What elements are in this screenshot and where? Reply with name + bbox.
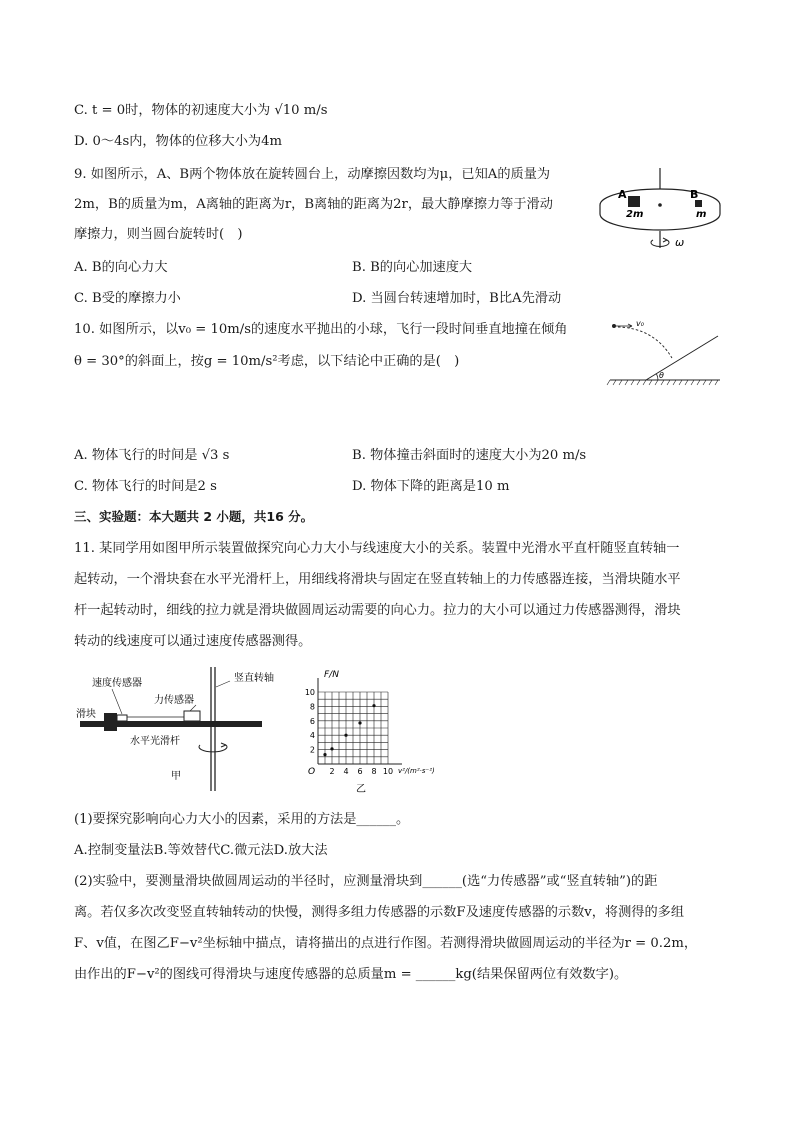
q10-option-d: D. 物体下降的距离是10 m bbox=[352, 479, 510, 494]
origin-label: O bbox=[308, 767, 316, 777]
block-a bbox=[628, 196, 640, 207]
q9-option-d: D. 当圆台转速增加时，B比A先滑动 bbox=[352, 291, 562, 306]
force-sensor bbox=[184, 711, 200, 721]
q11-stem-line2: 起转动，一个滑块套在水平光滑杆上，用细线将滑块与固定在竖直转轴上的力传感器连接，当滑块随水平 bbox=[74, 572, 681, 587]
q11-part1: (1)要探究影响向心力大小的因素，采用的方法是______。 bbox=[74, 812, 410, 827]
q10-option-c: C. 物体飞行的时间是2 s bbox=[74, 479, 217, 494]
y-tick-label: 10 bbox=[304, 688, 315, 697]
data-point bbox=[330, 747, 333, 750]
f-v2-chart bbox=[290, 664, 460, 796]
q11-part2-line1: (2)实验中，要测量滑块做圆周运动的半径时，应测量滑块到______(选“力传感器”或“竖直转轴”)的距 bbox=[74, 874, 658, 889]
slider-block bbox=[104, 713, 117, 731]
q9-stem-line3: 摩擦力，则当圆台旋转时( ) bbox=[74, 227, 243, 242]
q11-part1-options: A.控制变量法B.等效替代C.微元法D.放大法 bbox=[74, 843, 328, 858]
q10-stem-line1: 10. 如图所示，以v₀ = 10m/s的速度水平抛出的小球，飞行一段时间垂直地撞在倾角 bbox=[74, 322, 568, 337]
x-tick-label: 8 bbox=[371, 767, 377, 776]
y-tick-label: 4 bbox=[309, 731, 315, 741]
label-theta: θ bbox=[659, 371, 664, 380]
q11-stem-line4: 转动的线速度可以通过速度传感器测得。 bbox=[74, 634, 312, 649]
caption-jia: 甲 bbox=[171, 771, 181, 782]
label-slider: 滑块 bbox=[76, 709, 96, 720]
label-2m: 2m bbox=[626, 209, 644, 220]
caption-yi: 乙 bbox=[356, 784, 366, 795]
label-v0: v₀ bbox=[636, 319, 644, 328]
q10-option-b: B. 物体撞击斜面时的速度大小为20 m/s bbox=[352, 448, 587, 463]
label-omega: ω bbox=[675, 236, 685, 249]
ground-hatching bbox=[607, 380, 718, 385]
q9-option-a: A. B的向心力大 bbox=[74, 260, 168, 275]
speed-sensor bbox=[117, 715, 127, 721]
section-heading: 三、实验题：本大题共 2 小题，共16 分。 bbox=[74, 509, 314, 524]
q11-stem-line3: 杆一起转动时，细线的拉力就是滑块做圆周运动需要的向心力。拉力的大小可以通过力传感器测得，滑块 bbox=[74, 603, 681, 618]
data-point bbox=[344, 734, 347, 737]
y-tick-label: 2 bbox=[309, 745, 315, 755]
ball bbox=[612, 324, 616, 328]
label-b: B bbox=[690, 188, 699, 201]
q10-option-a: A. 物体飞行的时间是 √3 s bbox=[74, 448, 230, 463]
q11-part2-line2: 离。若仅多次改变竖直转轴转动的快慢，测得多组力传感器的示数F及速度传感器的示数v，将测得的多组 bbox=[74, 905, 685, 920]
label-m: m bbox=[696, 209, 707, 220]
q9-option-c: C. B受的摩擦力小 bbox=[74, 291, 181, 306]
incline bbox=[646, 336, 718, 380]
y-tick-label: 8 bbox=[309, 702, 315, 712]
q11-stem-line1: 11. 某同学用如图甲所示装置做探究向心力大小与线速度大小的关系。装置中光滑水平直杆随竖直转轴一 bbox=[74, 541, 680, 556]
block-b bbox=[695, 200, 702, 207]
q8-option-c: C. t = 0时，物体的初速度大小为 √10 m/s bbox=[74, 103, 328, 118]
turntable-figure bbox=[596, 160, 726, 255]
x-tick-label: 4 bbox=[343, 767, 349, 776]
label-rod: 水平光滑杆 bbox=[130, 736, 180, 747]
x-tick-label: 6 bbox=[357, 767, 363, 776]
trajectory bbox=[618, 327, 672, 358]
label-a: A bbox=[618, 188, 627, 201]
data-point bbox=[323, 753, 326, 756]
q11-part2-line3: F、v值，在图乙F−v²坐标轴中描点，请将描出的点进行作图。若测得滑块做圆周运动的半径为r = 0.2m， bbox=[74, 936, 698, 951]
q9-stem-line2: 2m，B的质量为m，A离轴的距离为r，B离轴的距离为2r，最大静摩擦力等于滑动 bbox=[74, 197, 553, 212]
q10-stem-line2: θ = 30°的斜面上，按g = 10m/s²考虑，以下结论中正确的是( ) bbox=[74, 354, 460, 369]
q9-option-b: B. B的向心加速度大 bbox=[352, 260, 473, 275]
q9-stem-line1: 9. 如图所示，A、B两个物体放在旋转圆台上，动摩擦因数均为μ，已知A的质量为 bbox=[74, 167, 551, 182]
incline-figure bbox=[606, 318, 724, 390]
q11-part2-line4: 由作出的F−v²的图线可得滑块与速度传感器的总质量m = ______kg(结果保留两位有效数字)。 bbox=[74, 967, 628, 982]
label-force-sensor: 力传感器 bbox=[154, 695, 194, 706]
q8-option-d: D. 0～4s内，物体的位移大小为4m bbox=[74, 134, 282, 149]
data-point bbox=[372, 704, 375, 707]
x-tick-label: 2 bbox=[329, 767, 335, 776]
x-axis-label: v²/(m²·s⁻²) bbox=[398, 767, 435, 775]
label-speed-sensor: 速度传感器 bbox=[92, 678, 142, 689]
label-vertical-axis: 竖直转轴 bbox=[234, 673, 274, 684]
apparatus-figure bbox=[74, 665, 274, 795]
x-tick-label: 10 bbox=[382, 767, 394, 776]
y-tick-label: 6 bbox=[309, 716, 315, 726]
y-axis-label: F/N bbox=[324, 670, 339, 680]
data-point bbox=[358, 721, 361, 724]
